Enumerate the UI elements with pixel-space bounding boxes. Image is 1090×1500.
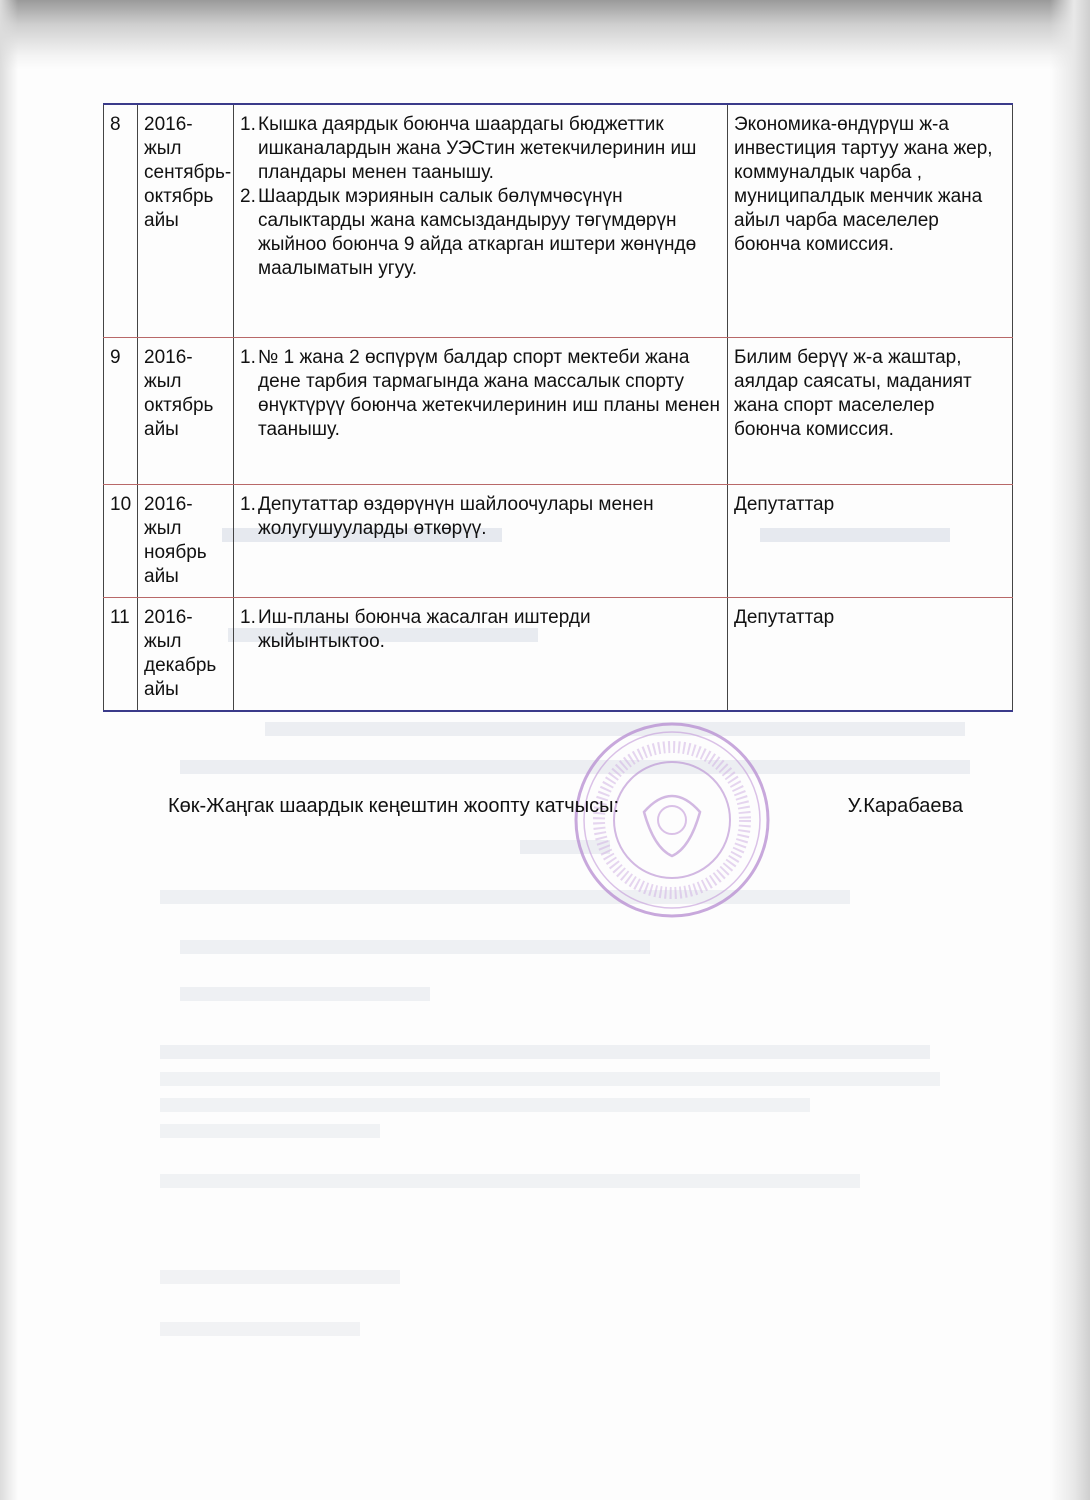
scan-shadow-left bbox=[0, 0, 18, 1500]
row-tasks bbox=[234, 597, 728, 711]
row-responsible: Билим берүү ж-а жаштар, аялдар саясаты, маданият жана спорт маселелер боюнча комиссия. bbox=[728, 337, 1013, 484]
row-date: 2016-жыл ноябрь айы bbox=[138, 484, 234, 597]
signature-line bbox=[168, 795, 963, 818]
scan-shadow-right bbox=[1050, 0, 1090, 1500]
row-date: 2016-жыл сентябрь-октябрь айы bbox=[138, 104, 234, 337]
table-row bbox=[104, 337, 1013, 484]
row-tasks bbox=[234, 337, 728, 484]
row-number: 10 bbox=[104, 484, 138, 597]
task-item: 2. Шаардык мэриянын салык бөлүмчөсүнүн салыктарды жана камсыздандыруу төгүмдөрүн жыйноо боюнча 9 айда аткарган иштери жөнүндө маалыматын угуу. bbox=[240, 186, 697, 279]
row-tasks bbox=[234, 484, 728, 597]
task-item: 1. № 1 жана 2 өспүрүм балдар спорт мектеби жана дене тарбия тармагында жана массалык спорту өнүктүрүү боюнча жетекчилеринин иш планы менен таанышу. bbox=[240, 346, 720, 440]
row-number: 8 bbox=[104, 104, 138, 337]
row-responsible: Экономика-өндүрүш ж-а инвестиция тартуу жана жер, коммуналдык чарба , муниципалдык менчик жана айыл чарба маселелер боюнча комиссия. bbox=[728, 104, 1013, 337]
row-responsible: Депутаттар bbox=[728, 597, 1013, 711]
row-tasks bbox=[234, 104, 728, 337]
row-number: 9 bbox=[104, 337, 138, 484]
row-date: 2016-жыл декабрь айы bbox=[138, 597, 234, 711]
table-row bbox=[104, 484, 1013, 597]
row-number: 11 bbox=[104, 597, 138, 711]
work-plan-table bbox=[103, 103, 1013, 712]
row-responsible: Депутаттар bbox=[728, 484, 1013, 597]
table-row bbox=[104, 104, 1013, 337]
signatory-title: Көк-Жаңгак шаардык кеңештин жоопту катчысы: bbox=[168, 795, 620, 817]
task-item: 1. Депутаттар өздөрүнүн шайлоочулары менен жолугушууларды өткөрүү. bbox=[240, 493, 654, 539]
table-row bbox=[104, 597, 1013, 711]
signatory-name: У.Карабаева bbox=[847, 795, 963, 817]
scan-shadow-top bbox=[0, 0, 1090, 70]
row-date: 2016-жыл октябрь айы bbox=[138, 337, 234, 484]
task-item: 1. Иш-планы боюнча жасалган иштерди жыйынтыктоо. bbox=[240, 606, 591, 652]
official-seal-icon bbox=[572, 720, 772, 920]
task-item: 1. Кышка даярдык боюнча шаардагы бюджеттик ишканалардын жана УЭСтин жетекчилеринин иш пландары менен таанышу. bbox=[240, 114, 697, 183]
